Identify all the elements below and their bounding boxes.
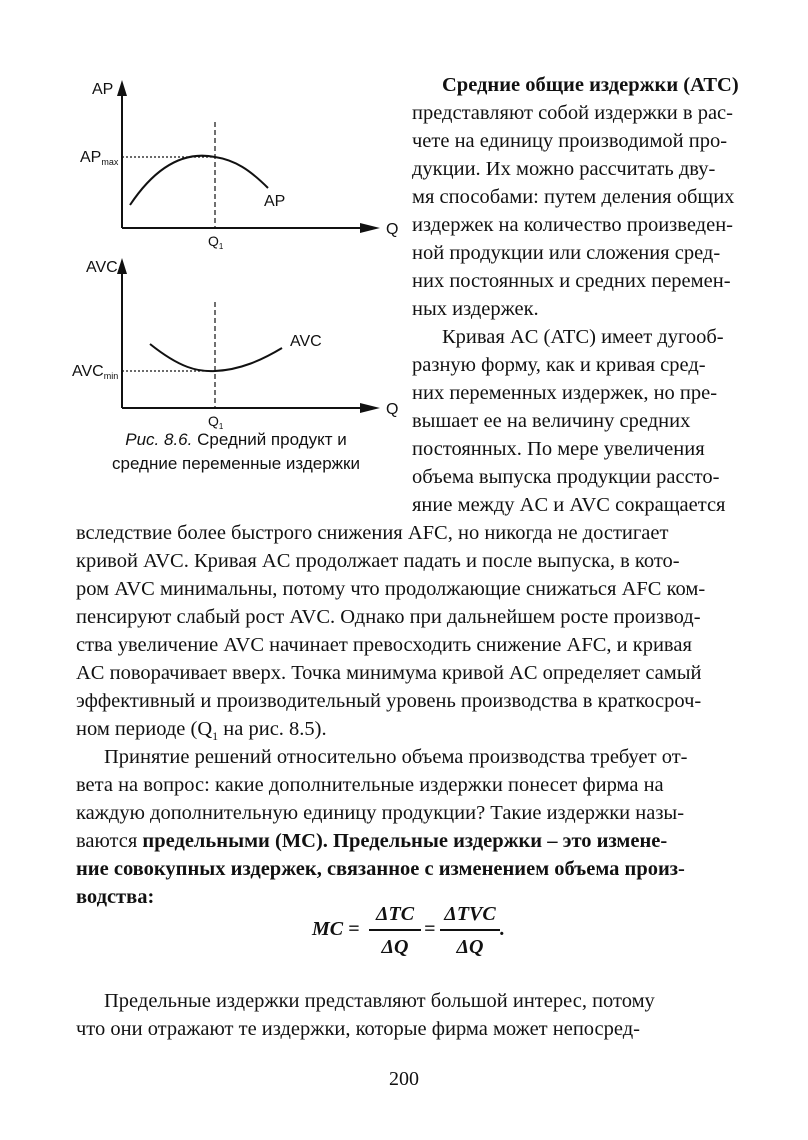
ap-x-arrow bbox=[360, 223, 380, 233]
full-line-7-text-b: на рис. 8.5). bbox=[218, 718, 327, 740]
para2-bold-line-0: ние совокупных издержек, связанное с изменением объема произ- bbox=[76, 858, 685, 880]
formula-num2: ΔTVC bbox=[444, 903, 496, 925]
full-line-5: AC поворачивает вверх. Точка минимума кривой AC определяет самый bbox=[76, 662, 702, 684]
side-line-4: мя способами: путем деления общих bbox=[412, 186, 735, 208]
side-line-11: них переменных издержек, но пре- bbox=[412, 382, 718, 404]
formula-bar2 bbox=[440, 929, 500, 931]
formula-num1: ΔTC bbox=[375, 903, 415, 925]
avc-axis-label: AVC bbox=[86, 259, 118, 276]
side-line-15: яние между AC и AVC сокращается bbox=[412, 494, 726, 516]
side-line-3: дукции. Их можно рассчитать дву- bbox=[412, 158, 716, 180]
para2-line-3-bold: предельными (MC). Предельные издержки – это измене- bbox=[142, 830, 668, 852]
side-line-6: ной продукции или сложения сред- bbox=[412, 242, 721, 264]
para2-line-3-plain: ваются bbox=[76, 830, 143, 852]
q-label-1: Q bbox=[386, 221, 399, 238]
side-line-5: издержек на количество произведен- bbox=[412, 214, 733, 236]
formula-dot: . bbox=[500, 918, 505, 940]
para2-line-1: вета на вопрос: какие дополнительные издержки понесет фирма на bbox=[76, 774, 664, 796]
side-line-13: постоянных. По мере увеличения bbox=[412, 438, 705, 460]
formula-bar1 bbox=[369, 929, 421, 931]
side-line-12: вышает ее на величину средних bbox=[412, 410, 691, 432]
side-line-1: представляют собой издержки в рас- bbox=[412, 102, 733, 124]
q1-label-2: $Q_1$ bbox=[208, 413, 224, 431]
ap-axis-label: AP bbox=[92, 81, 114, 98]
ap-max-label: APmax bbox=[80, 149, 119, 167]
full-line-7-sub: 1 bbox=[212, 729, 219, 744]
full-line-6: эффективный и производительный уровень производства в краткосроч- bbox=[76, 690, 702, 712]
avc-x-arrow bbox=[360, 403, 380, 413]
formula-lhs: MC = bbox=[312, 918, 360, 940]
ap-curve-label: AP bbox=[264, 193, 286, 210]
side-line-0: Средние общие издержки (ATC) bbox=[442, 74, 739, 96]
full-line-7-text-a: ном периоде (Q bbox=[76, 718, 213, 740]
full-line-0: вследствие более быстрого снижения AFC, но никогда не достигает bbox=[76, 522, 669, 544]
side-line-2: чете на единицу производимой про- bbox=[412, 130, 728, 152]
avc-min-label: AVCmin bbox=[72, 363, 119, 381]
full-line-3: пенсируют слабый рост AVC. Однако при дальнейшем росте производ- bbox=[76, 606, 701, 628]
figure-caption-title: Средний продукт и bbox=[192, 430, 347, 449]
para2-line-2: каждую дополнительную единицу продукции? Такие издержки назы- bbox=[76, 802, 685, 824]
q1-label-1: $Q_1$ bbox=[208, 233, 224, 251]
formula-den2: ΔQ bbox=[456, 936, 484, 958]
side-line-9: Кривая AC (ATC) имеет дугооб- bbox=[442, 326, 724, 348]
side-line-7: них постоянных и средних перемен- bbox=[412, 270, 731, 292]
ap-curve bbox=[130, 156, 268, 205]
formula-eq: = bbox=[424, 918, 436, 940]
page-number: 200 bbox=[389, 1068, 419, 1090]
full-line-2: ром AVC минимальны, потому что продолжающие снижаться AFC ком- bbox=[76, 578, 706, 600]
side-line-8: ных издержек. bbox=[412, 298, 539, 320]
figure-caption-number: Рис. 8.6. bbox=[125, 430, 193, 449]
para2-line-3 bbox=[76, 828, 667, 854]
para2-bold-line-1: водства: bbox=[76, 886, 155, 908]
avc-y-arrow bbox=[117, 258, 127, 274]
formula-den1: ΔQ bbox=[381, 936, 409, 958]
avc-curve-label: AVC bbox=[290, 333, 322, 350]
figure-8-6 bbox=[0, 60, 410, 490]
figure-caption-line2: средние переменные издержки bbox=[112, 454, 360, 473]
para3-line-0: Предельные издержки представляют большой интерес, потому bbox=[104, 990, 655, 1012]
ap-y-arrow bbox=[117, 80, 127, 96]
figure-caption-line1 bbox=[95, 428, 377, 452]
full-line-1: кривой AVC. Кривая AC продолжает падать и после выпуска, в кото- bbox=[76, 550, 680, 572]
side-line-10: разную форму, как и кривая сред- bbox=[412, 354, 706, 376]
q-label-2: Q bbox=[386, 401, 399, 418]
avc-curve bbox=[150, 344, 282, 371]
para2-line-0: Принятие решений относительно объема производства требует от- bbox=[104, 746, 688, 768]
para3-line-1: что они отражают те издержки, которые фирма может непосред- bbox=[76, 1018, 640, 1040]
full-line-4: ства увеличение AVC начинает превосходить снижение AFC, и кривая bbox=[76, 634, 692, 656]
side-line-14: объема выпуска продукции рассто- bbox=[412, 466, 720, 488]
